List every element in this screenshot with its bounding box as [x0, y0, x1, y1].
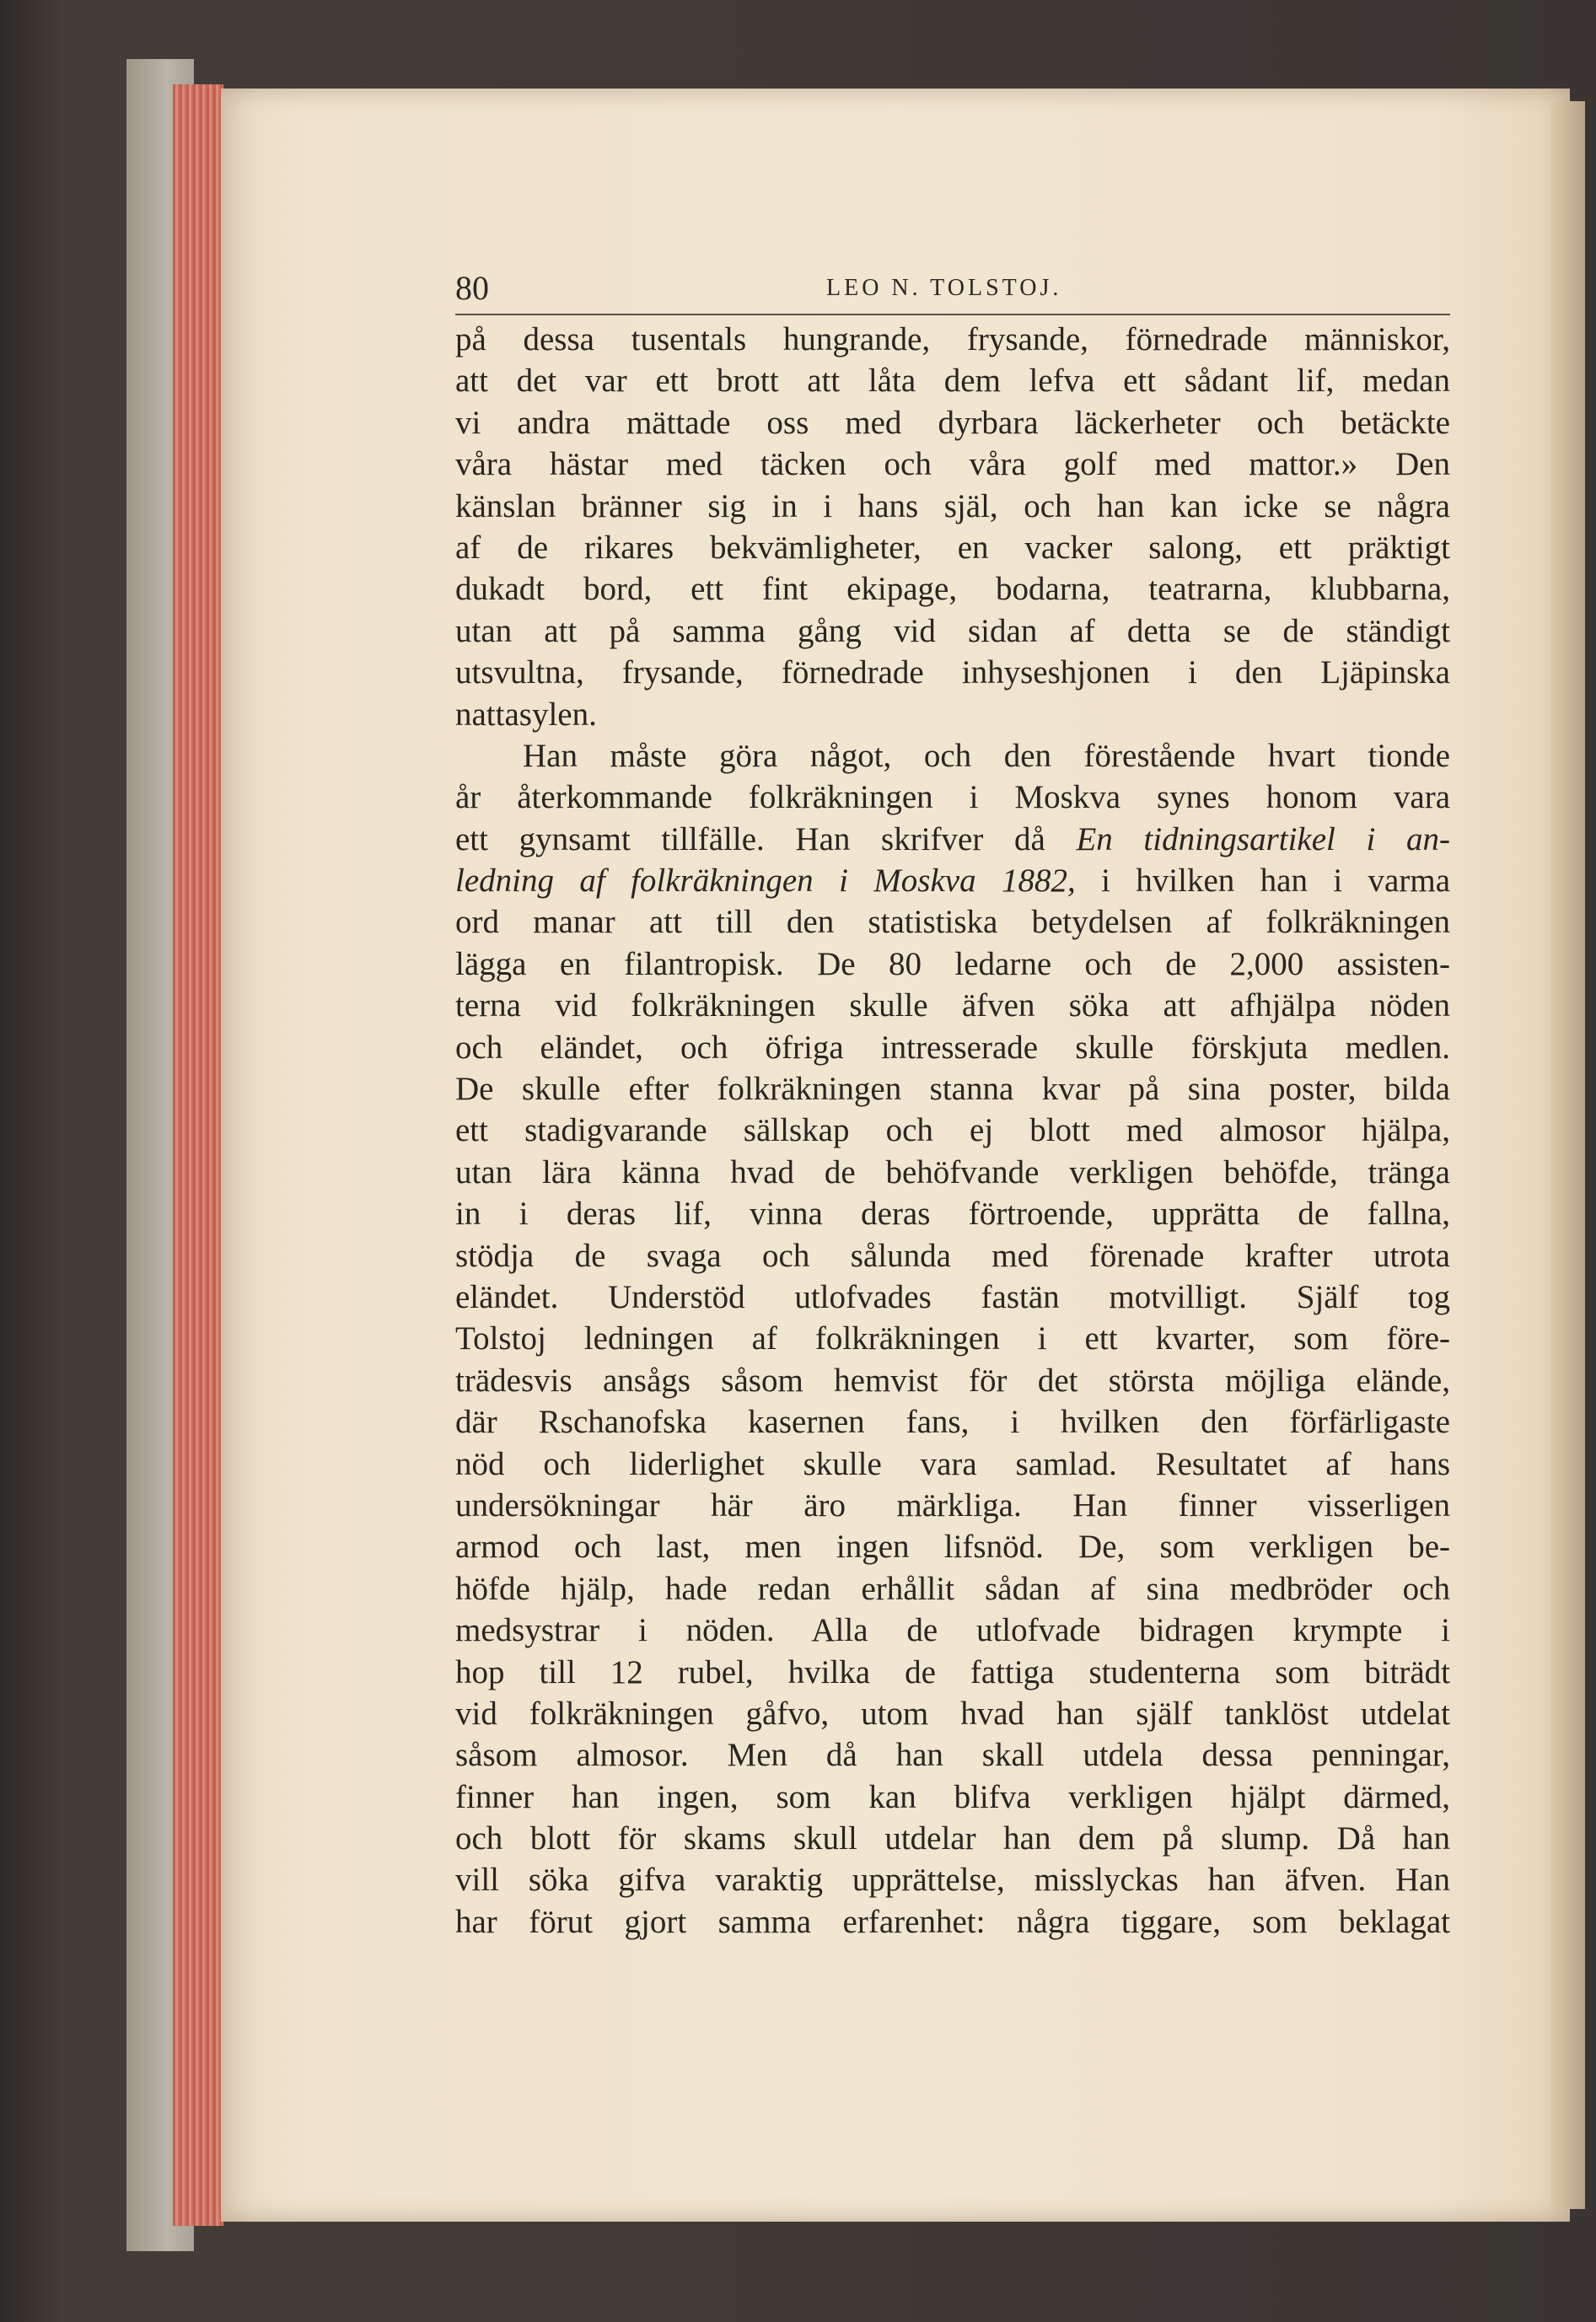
line-text: hop till 12 rubel, hvilka de fattiga studenterna som biträdt — [455, 1653, 1450, 1690]
text-line — [455, 735, 1450, 777]
line-text: år återkommande folkräkningen i Moskva synes honom vara — [455, 779, 1450, 816]
text-line — [455, 443, 1450, 485]
text-line — [455, 1027, 1450, 1068]
line-text: vill söka gifva varaktig upprättelse, misslyckas han äfven. Han — [455, 1862, 1450, 1899]
line-text: såsom almosor. Men då han skall utdela dessa penningar, — [455, 1737, 1450, 1774]
text-line — [455, 860, 1450, 901]
line-text: vid folkräkningen gåfvo, utom hvad han själf tanklöst utdelat — [455, 1695, 1450, 1732]
text-line — [455, 1776, 1450, 1818]
line-text: finner han ingen, som kan blifva verkligen hjälpt därmed, — [455, 1778, 1450, 1815]
text-line — [455, 402, 1450, 443]
text-line — [455, 1652, 1450, 1693]
line-text: undersökningar här äro märkliga. Han finner visserligen — [455, 1486, 1450, 1524]
line-text: höfde hjälp, hade redan erhållit sådan af sina medbröder och — [455, 1570, 1450, 1607]
line-text: in i deras lif, vinna deras förtroende, upprätta de fallna, — [455, 1196, 1450, 1233]
line-text: trädesvis ansågs såsom hemvist för det största möjliga elände, — [455, 1362, 1450, 1399]
text-line — [455, 1568, 1450, 1610]
text-line — [455, 486, 1450, 527]
line-text: våra hästar med täcken och våra golf med mattor.» Den — [455, 446, 1450, 483]
line-text: utsvultna, frysande, förnedrade inhyseshjonen i den Ljäpinska — [455, 654, 1450, 691]
line-text: dukadt bord, ett fint ekipage, bodarna, teatrarna, klubbarna, — [455, 571, 1450, 608]
text-line — [455, 1110, 1450, 1151]
line-text: där Rschanofska kasernen fans, i hvilken den förfärligaste — [455, 1404, 1450, 1441]
line-text: lägga en filantropisk. De 80 ledarne och de 2,000 assisten- — [455, 945, 1450, 982]
text-line — [455, 1318, 1450, 1359]
line-text: medsystrar i nöden. Alla de utlofvade bidragen krympte i — [455, 1612, 1450, 1649]
page-number: 80 — [455, 269, 489, 307]
line-text: nöd och liderlighet skulle vara samlad. Resultatet af hans — [455, 1445, 1450, 1482]
text-line — [455, 777, 1450, 818]
text-line — [455, 1901, 1450, 1943]
text-line — [455, 694, 1450, 735]
text-line — [455, 1068, 1450, 1110]
text-line — [455, 1152, 1450, 1193]
running-head: LEO N. TOLSTOJ. — [826, 275, 1062, 301]
line-text: ett gynsamt tillfälle. Han skrifver då — [455, 820, 1077, 857]
page-edges-red — [173, 84, 223, 2226]
text-line — [455, 1526, 1450, 1567]
line-text: utan lära känna hvad de behöfvande verkligen behöfde, tränga — [455, 1153, 1450, 1191]
text-line — [455, 1360, 1450, 1401]
text-line — [455, 1485, 1450, 1526]
line-text: utan att på samma gång vid sidan af detta se de ständigt — [455, 612, 1450, 649]
line-italic-title: En tidningsartikel i an- — [1076, 820, 1450, 857]
text-line — [455, 652, 1450, 693]
line-text: stödja de svaga och sålunda med förenade krafter utrota — [455, 1237, 1450, 1274]
text-line — [455, 1235, 1450, 1277]
line-text: terna vid folkräkningen skulle äfven söka att afhjälpa nöden — [455, 987, 1450, 1024]
line-text: De skulle efter folkräkningen stanna kvar på sina poster, bilda — [455, 1071, 1450, 1108]
line-text: Tolstoj ledningen af folkräkningen i ett kvarter, som före- — [455, 1320, 1450, 1357]
line-text: och eländet, och öfriga intresserade skulle förskjuta medlen. — [455, 1029, 1450, 1066]
text-line — [455, 819, 1450, 860]
text-line — [455, 1859, 1450, 1900]
line-text: känslan bränner sig in i hans själ, och han kan icke se några — [455, 487, 1450, 524]
text-line — [455, 360, 1450, 401]
text-line — [455, 527, 1450, 568]
line-text: ett stadigvarande sällskap och ej blott med almosor hjälpa, — [455, 1112, 1450, 1149]
page-header — [455, 268, 1450, 310]
header-rule — [455, 314, 1450, 315]
text-line — [455, 1193, 1450, 1234]
line-text: och blott för skams skull utdelar han dem på slump. Då han — [455, 1820, 1450, 1857]
text-line — [455, 568, 1450, 610]
line-text: eländet. Understöd utlofvades fastän motvilligt. Själf tog — [455, 1278, 1450, 1315]
text-line — [455, 985, 1450, 1026]
text-line — [455, 1734, 1450, 1776]
text-line — [455, 901, 1450, 943]
text-line — [455, 610, 1450, 652]
line-text: armod och last, men ingen lifsnöd. De, som verkligen be- — [455, 1529, 1450, 1566]
text-line — [455, 943, 1450, 985]
text-line — [455, 1610, 1450, 1651]
line-text: af de rikares bekvämligheter, en vacker salong, ett präktigt — [455, 529, 1450, 566]
line-italic-title: ledning af folkräkningen i Moskva 1882, — [455, 863, 1076, 900]
text-line — [455, 319, 1450, 360]
text-line — [455, 1401, 1450, 1443]
body-text — [455, 319, 1450, 1943]
line-text: ord manar att till den statistiska betydelsen af folkräkningen — [455, 904, 1450, 941]
text-line — [455, 1277, 1450, 1318]
line-text: har förut gjort samma erfarenhet: några tiggare, som beklagat — [455, 1903, 1450, 1940]
page-gutter-right — [1551, 101, 1585, 2209]
line-text-after: i hvilken han i varma — [1075, 863, 1450, 900]
text-line — [455, 1818, 1450, 1859]
line-text: på dessa tusentals hungrande, frysande, förnedrade människor, — [455, 321, 1450, 357]
line-text: vi andra mättade oss med dyrbara läckerheter och betäckte — [455, 404, 1450, 441]
text-line — [455, 1443, 1450, 1485]
line-text: att det var ett brott att låta dem lefva ett sådant lif, medan — [455, 363, 1450, 400]
line-text: Han måste göra något, och den förestående hvart tionde — [523, 737, 1450, 774]
line-text: nattasylen. — [455, 696, 597, 733]
text-line — [455, 1693, 1450, 1734]
